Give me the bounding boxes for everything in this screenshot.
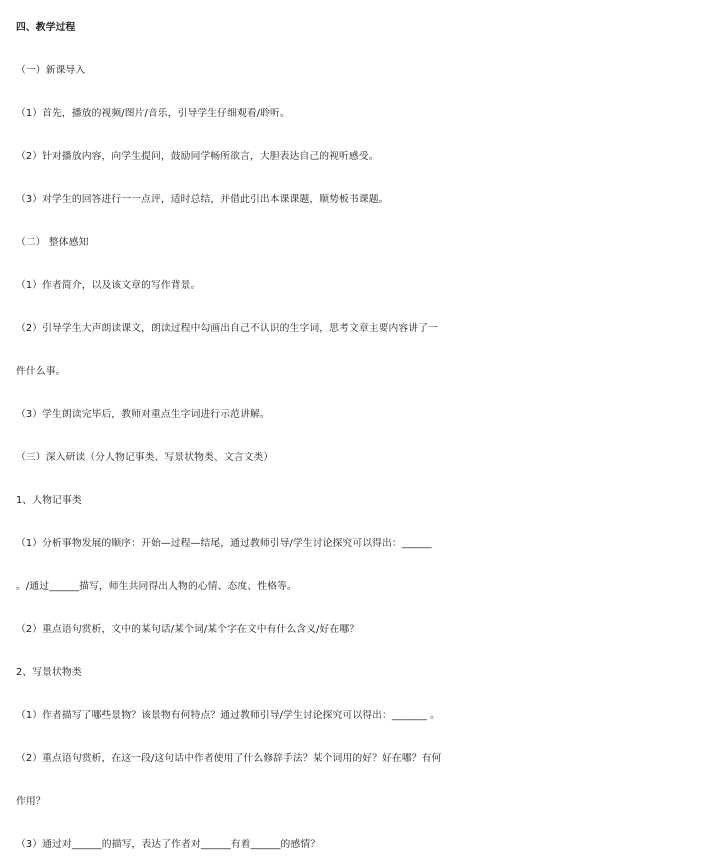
- paragraph-continuation: 。/通过______描写，师生共同得出人物的心情、态度、性格等。: [16, 581, 297, 592]
- paragraph-continuation: 作用？: [16, 796, 46, 807]
- paragraph: （2）重点语句赏析，在这一段/这句话中作者使用了什么修辞手法？某个词用的好？好在哪？有何: [16, 753, 442, 764]
- subsection-heading: （三）深入研读（分人物记事类、写景状物类、文言文类）: [16, 452, 274, 463]
- category-heading: 1、人物记事类: [16, 495, 82, 506]
- subsection-heading: （二） 整体感知: [16, 237, 89, 248]
- category-heading: 2、写景状物类: [16, 667, 82, 678]
- paragraph: （1）首先，播放的视频/图片/音乐，引导学生仔细观看/聆听。: [16, 108, 290, 119]
- paragraph: （3）对学生的回答进行一一点评，适时总结，并借此引出本课课题，顺势板书课题。: [16, 194, 389, 205]
- paragraph: （2）引导学生大声朗读课文，朗读过程中勾画出自己不认识的生字词，思考文章主要内容讲了一: [16, 323, 439, 334]
- paragraph: （3）通过对______的描写，表达了作者对______有着______的感情？: [16, 839, 321, 850]
- paragraph: （2）重点语句赏析，文中的某句话/某个词/某个字在文中有什么含义/好在哪？: [16, 624, 360, 635]
- paragraph: （1）分析事物发展的顺序：开始—过程—结尾，通过教师引导/学生讨论探究可以得出：______: [16, 538, 432, 549]
- paragraph: （1）作者简介，以及该文章的写作背景。: [16, 280, 201, 291]
- subsection-heading: （一）新课导入: [16, 65, 86, 76]
- paragraph-continuation: 件什么事。: [16, 366, 66, 377]
- paragraph: （3）学生朗读完毕后，教师对重点生字词进行示范讲解。: [16, 409, 270, 420]
- section-heading: 四、教学过程: [16, 22, 76, 33]
- paragraph: （1）作者描写了哪些景物？该景物有何特点？通过教师引导/学生讨论探究可以得出：_______ 。: [16, 710, 441, 721]
- paragraph: （2）针对播放内容，向学生提问，鼓励同学畅所欲言，大胆表达自己的视听感受。: [16, 151, 379, 162]
